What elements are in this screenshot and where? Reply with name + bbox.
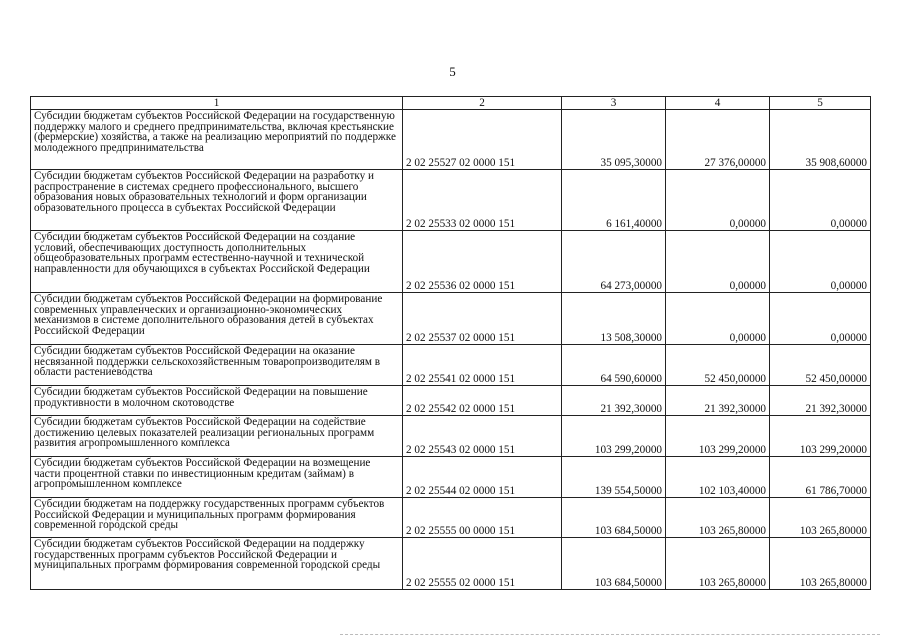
row-name: Субсидии бюджетам субъектов Российской Федерации на формирование современных управленческих и организационно-экономических механизмов в системе дополнительного образования детей в субъектах Российской Федерации [31,293,403,345]
row-value-col4: 103 265,80000 [666,498,770,538]
column-header-4: 4 [666,97,770,110]
table-row [31,386,871,416]
column-header-2: 2 [403,97,562,110]
column-header-3: 3 [562,97,666,110]
row-value-col5: 52 450,00000 [770,345,871,386]
row-code: 2 02 25542 02 0000 151 [403,386,562,416]
row-value-col5: 21 392,30000 [770,386,871,416]
row-code: 2 02 25527 02 0000 151 [403,110,562,170]
row-value-col4: 0,00000 [666,293,770,345]
row-value-col4: 103 265,80000 [666,538,770,590]
row-value-col3: 103 299,20000 [562,416,666,457]
row-name: Субсидии бюджетам субъектов Российской Федерации на повышение продуктивности в молочном скотоводстве [31,386,403,416]
row-code: 2 02 25555 00 0000 151 [403,498,562,538]
row-code: 2 02 25537 02 0000 151 [403,293,562,345]
row-value-col3: 13 508,30000 [562,293,666,345]
row-name: Субсидии бюджетам субъектов Российской Федерации на государственную поддержку малого и среднего предпринимательства, включая крестьянские (фермерские) хозяйства, а также на реализацию мероприятий по поддержке молодежного предпринимательства [31,110,403,170]
column-header-5: 5 [770,97,871,110]
row-value-col3: 139 554,50000 [562,457,666,498]
row-value-col3: 35 095,30000 [562,110,666,170]
table-row [31,416,871,457]
table-header-row [31,97,871,110]
column-header-1: 1 [31,97,403,110]
budget-table [30,96,871,590]
row-value-col3: 64 273,00000 [562,231,666,293]
table-row [31,538,871,590]
row-code: 2 02 25555 02 0000 151 [403,538,562,590]
row-value-col3: 6 161,40000 [562,170,666,231]
row-code: 2 02 25541 02 0000 151 [403,345,562,386]
row-value-col3: 103 684,50000 [562,538,666,590]
table-row [31,293,871,345]
row-value-col5: 0,00000 [770,231,871,293]
row-value-col4: 27 376,00000 [666,110,770,170]
row-value-col5: 61 786,70000 [770,457,871,498]
table-row [31,231,871,293]
table-row [31,170,871,231]
row-value-col5: 103 265,80000 [770,498,871,538]
row-value-col4: 52 450,00000 [666,345,770,386]
row-value-col3: 21 392,30000 [562,386,666,416]
row-value-col4: 0,00000 [666,170,770,231]
row-value-col4: 0,00000 [666,231,770,293]
row-code: 2 02 25536 02 0000 151 [403,231,562,293]
row-value-col5: 0,00000 [770,170,871,231]
row-name: Субсидии бюджетам субъектов Российской Федерации на поддержку государственных программ субъектов Российской Федерации и муниципальных программ формирования современной городской среды [31,538,403,590]
row-value-col4: 103 299,20000 [666,416,770,457]
table-row [31,110,871,170]
row-code: 2 02 25544 02 0000 151 [403,457,562,498]
row-code: 2 02 25543 02 0000 151 [403,416,562,457]
row-name: Субсидии бюджетам субъектов Российской Федерации на возмещение части процентной ставки по инвестиционным кредитам (займам) в агропромышленном комплексе [31,457,403,498]
scan-artifact [340,634,880,637]
row-name: Субсидии бюджетам субъектов Российской Федерации на оказание несвязанной поддержки сельскохозяйственным товаропроизводителям в области растениеводства [31,345,403,386]
row-value-col5: 103 299,20000 [770,416,871,457]
row-value-col5: 35 908,60000 [770,110,871,170]
row-value-col5: 103 265,80000 [770,538,871,590]
table-row [31,498,871,538]
row-value-col4: 102 103,40000 [666,457,770,498]
row-value-col5: 0,00000 [770,293,871,345]
row-name: Субсидии бюджетам субъектов Российской Федерации на содействие достижению целевых показателей реализации региональных программ развития агропромышленного комплекса [31,416,403,457]
row-name: Субсидии бюджетам на поддержку государственных программ субъектов Российской Федерации и муниципальных программ формирования современной городской среды [31,498,403,538]
table-row [31,457,871,498]
row-code: 2 02 25533 02 0000 151 [403,170,562,231]
row-value-col3: 103 684,50000 [562,498,666,538]
row-value-col4: 21 392,30000 [666,386,770,416]
row-name: Субсидии бюджетам субъектов Российской Федерации на создание условий, обеспечивающих доступность дополнительных общеобразовательных программ естественно-научной и технической направленности для обучающихся в субъектах Российской Федерации [31,231,403,293]
row-value-col3: 64 590,60000 [562,345,666,386]
table-row [31,345,871,386]
page-number: 5 [449,64,456,79]
row-name: Субсидии бюджетам субъектов Российской Федерации на разработку и распространение в системах среднего профессионального, высшего образования новых образовательных технологий и форм организации образовательного процесса в субъектах Российской Федерации [31,170,403,231]
